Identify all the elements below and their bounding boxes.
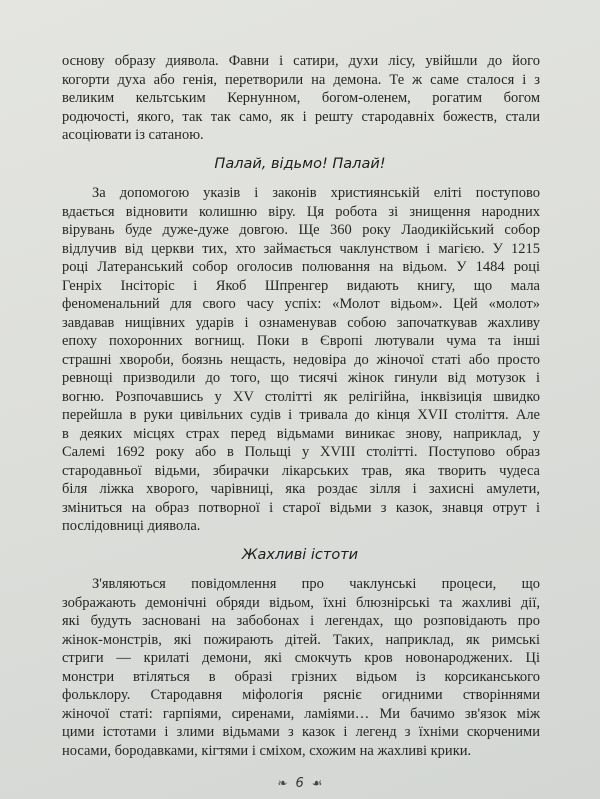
text-line: зображають демонічні обряди відьом, їхні блюзнірські та жахливі дії, — [62, 594, 540, 611]
text-line: році Латеранський собор оголосив полювання на відьом. У 1484 році — [62, 259, 540, 275]
text-line: стародавньої відьми, збирачки лікарських трав, яка творить чудеса — [62, 462, 540, 479]
text-line: які будуть засновані на забобонах і легендах, що розповідають про — [62, 613, 540, 629]
text-line: перейшла в руки цивільних судів і тривала до кінця XVII століття. Але — [62, 407, 540, 423]
text-line: асоціювати із сатаною. — [62, 127, 204, 143]
page-footer — [0, 773, 600, 793]
text-line: цими істотами і злими відьмами з казок і легенд з їхніми скорченими — [62, 724, 540, 740]
text-line: родючості, якого, так так само, як і решту стародавніх божеств, стали — [62, 108, 540, 125]
text-line: зміниться на образ потворної і старої відьми з казок, знавця отрут і — [62, 499, 540, 516]
text-line: носами, бородавками, кігтями і сміхом, схожим на жахливі крики. — [62, 742, 472, 759]
text-line: біля ліжка хворого, чарівниці, яка роздає зілля і захисні амулети, — [62, 481, 540, 497]
text-line: вірувань буде дуже-дуже довгою. Ще 360 року Лаодикійський собор — [62, 222, 540, 238]
text-line: страшні хвороби, боязнь нещасть, недовіра до жіночої статі або просто — [62, 351, 540, 368]
text-line: жіночої статі: гарпіями, сиренами, ламіями… Ми бачимо зв'язок між — [62, 705, 540, 722]
text-line: завдавав нищівних ударів і ознаменував собою започаткував жахливу — [62, 314, 540, 331]
text-line: фольклору. Стародавня міфологія рясніє огидними створіннями — [62, 687, 540, 703]
text-line: жінок-монстрів, які пожирають дітей. Таких, наприклад, як римські — [62, 631, 540, 648]
text-line: епоху похоронних вогнищ. Поки в Європі лютували чума та інші — [62, 333, 540, 349]
text-line: Салемі 1692 року або в Польщі у XVIII столітті. Поступово образ — [62, 444, 540, 460]
text-line: вдається відновити колишню віру. Ця робота зі знищення народних — [62, 203, 540, 220]
section-heading-terrible-creatures: Жахливі істоти — [241, 547, 359, 563]
ornament-right-icon: ☙ — [311, 776, 323, 790]
text-line: За допомогою указів і законів християнській еліті поступово — [92, 185, 540, 201]
text-line: великим кельтським Кернунном, богом-оленем, рогатим богом — [62, 90, 540, 106]
section-heading-burn-witch: Палай, відьмо! Палай! — [214, 156, 386, 172]
text-line: Генріх Інсіторіс і Якоб Шпренгер видають книгу, що мала — [62, 277, 540, 294]
text-line: феноменальний для свого часу успіх: «Молот відьом». Цей «молот» — [62, 296, 540, 312]
text-line: монстри втіляться в образі грізних відьом із корсиканського — [62, 668, 540, 685]
text-line: З'являються повідомлення про чаклунські процеси, що — [92, 576, 540, 592]
text-line: послідовниці диявола. — [62, 518, 201, 534]
page-number: 6 — [295, 776, 304, 791]
text-line: в деяких місцях страх перед відьмами виникає знову, наприклад, у — [62, 425, 540, 442]
ornament-left-icon: ❧ — [277, 776, 288, 790]
text-line: ревнощі призводили до того, що тисячі жінок гинули від мотузок і — [62, 370, 540, 386]
text-line: стриги — крилаті демони, які смокчуть кров новонароджених. Ці — [62, 650, 540, 666]
text-line: основу образу диявола. Фавни і сатири, духи лісу, увійшли до його — [62, 53, 540, 69]
text-line: когорти духа або генія, перетворили на демона. Те ж саме сталося і з — [62, 71, 540, 88]
text-line: вогню. Розпочавшись у XV столітті як релігійна, інквізиція швидко — [62, 388, 540, 405]
text-line: відлучив від церкви тих, хто займається чаклунством і магією. У 1215 — [62, 240, 540, 257]
